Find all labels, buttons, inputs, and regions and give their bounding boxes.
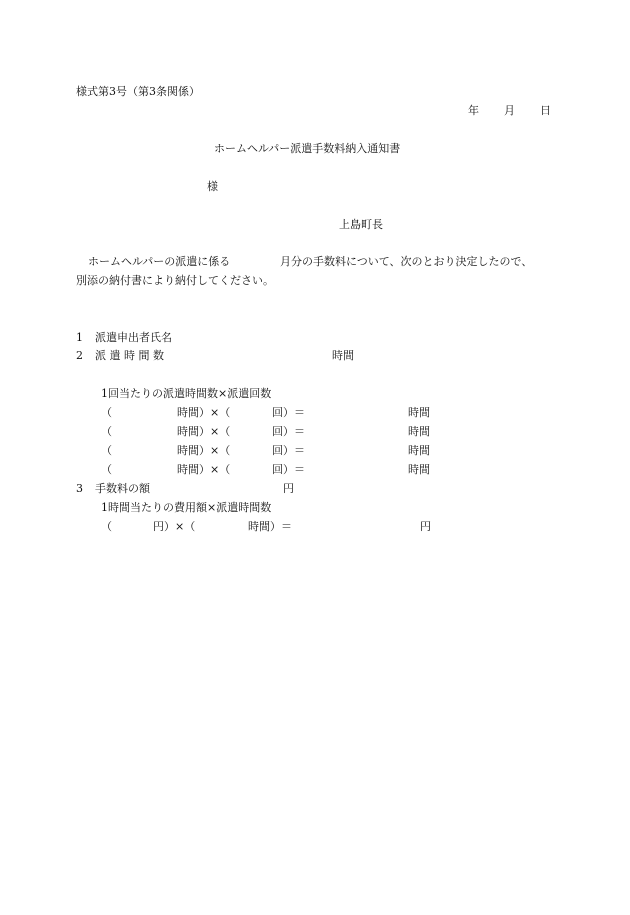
item3-label: 手数料の額 [95, 482, 150, 495]
item1-number: 1 [76, 331, 83, 344]
row-times-equals: 回）＝ [272, 425, 305, 438]
row-hours-times: 時間）×（ [177, 406, 231, 419]
item2-label: 派 遣 時 間 数 [95, 349, 164, 362]
row-open-paren: （ [101, 463, 112, 476]
row-open-paren: （ [101, 444, 112, 457]
document-title: ホームヘルパー派遣手数料納入通知書 [214, 142, 401, 155]
row-result-unit: 時間 [408, 425, 430, 438]
row-hours-equals: 時間）＝ [248, 520, 292, 533]
issuer: 上島町長 [339, 218, 383, 231]
row-times-equals: 回）＝ [272, 444, 305, 457]
addressee-suffix: 様 [207, 180, 218, 193]
item2-unit: 時間 [332, 349, 354, 362]
row-yen-times: 円）×（ [153, 520, 196, 533]
row-hours-times: 時間）×（ [177, 444, 231, 457]
date-day: 日 [540, 104, 551, 117]
body-line1-a: ホームヘルパーの派遣に係る [88, 255, 231, 268]
row-hours-times: 時間）×（ [177, 463, 231, 476]
body-line2: 別添の納付書により納付してください。 [76, 274, 274, 287]
row-hours-times: 時間）×（ [177, 425, 231, 438]
row-times-equals: 回）＝ [272, 406, 305, 419]
body-line1-b: 月分の手数料について、次のとおり決定したので、 [280, 255, 533, 268]
row-times-equals: 回）＝ [272, 463, 305, 476]
row-open-paren: （ [101, 520, 112, 533]
row-result-unit: 時間 [408, 444, 430, 457]
item1-label: 派遣申出者氏名 [95, 331, 172, 344]
item3-unit: 円 [283, 482, 294, 495]
item3-number: 3 [76, 482, 83, 495]
row-result-unit: 時間 [408, 463, 430, 476]
row-result-unit: 円 [420, 520, 431, 533]
formula1-heading: 1回当たりの派遣時間数×派遣回数 [101, 387, 272, 400]
row-open-paren: （ [101, 406, 112, 419]
row-open-paren: （ [101, 425, 112, 438]
form-number: 様式第3号（第3条関係） [76, 85, 200, 98]
formula2-heading: 1時間当たりの費用額×派遣時間数 [101, 501, 272, 514]
item2-number: 2 [76, 349, 83, 362]
row-result-unit: 時間 [408, 406, 430, 419]
date-month: 月 [504, 104, 515, 117]
date-year: 年 [468, 104, 479, 117]
